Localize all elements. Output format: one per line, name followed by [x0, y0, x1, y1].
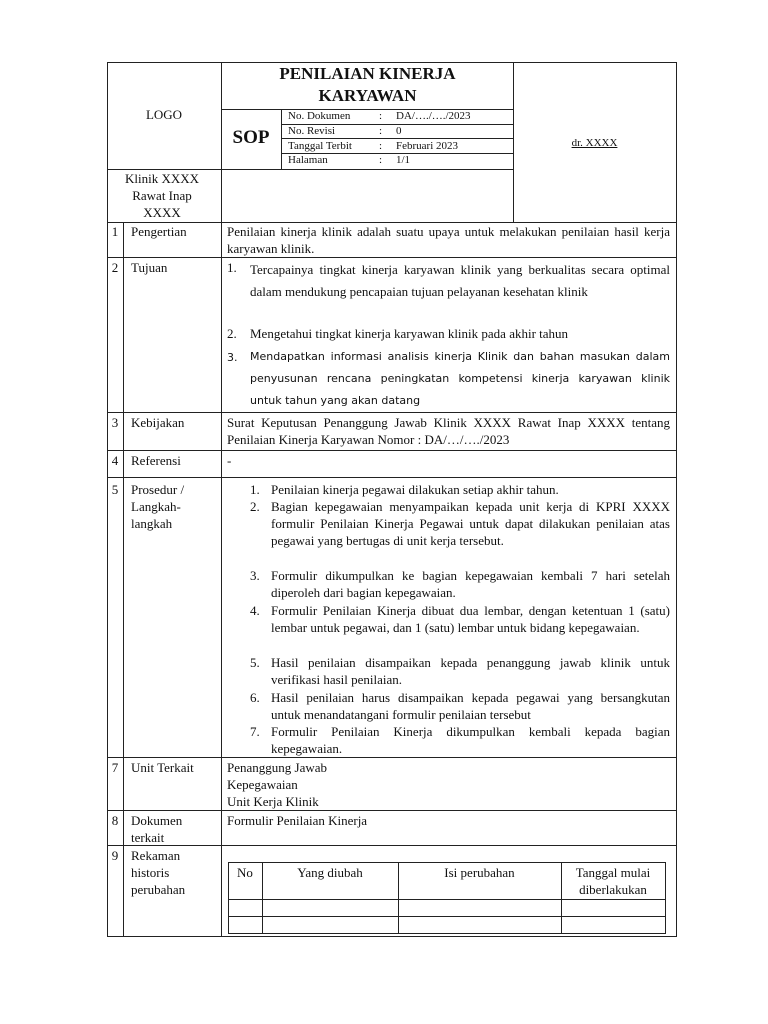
meta-label-revision: No. Revisi: [288, 125, 336, 137]
row-number: 4: [111, 453, 119, 468]
history-header-no: No: [237, 865, 253, 880]
row-number: 3: [111, 415, 119, 430]
clinic-name: Klinik XXXX Rawat Inap XXXX: [124, 171, 200, 220]
history-header-effective-date: Tanggal mulai diberlakukan: [575, 865, 651, 897]
history-header-content: Isi perubahan: [444, 865, 515, 880]
unit-item: Penanggung Jawab: [227, 760, 328, 775]
row-label-tujuan: Tujuan: [131, 260, 168, 275]
row-label-prosedur: Prosedur / Langkah-langkah: [131, 482, 185, 531]
meta-sep: :: [379, 140, 383, 152]
tujuan-item: Mendapatkan informasi analisis kinerja Klinik dan bahan masukan dalam penyusunan rencana peningkatan kompetensi kinerja karyawan klinik untuk tahun yang akan datang: [250, 350, 670, 407]
prosedur-step: Formulir Penilaian Kinerja dibuat dua lembar, dengan ketentuan 1 (satu) lembar untuk pegawai, dan 1 (satu) lembar untuk bidang kepegawaian.: [271, 603, 670, 635]
row-label-kebijakan: Kebijakan: [131, 415, 185, 430]
tujuan-item: Tercapainya tingkat kinerja karyawan klinik yang berkualitas secara optimal dalam mendukung pencapaian tujuan pelayanan kesehatan klinik: [250, 262, 670, 299]
list-item-number: 3.: [227, 351, 238, 364]
unit-item: Kepegawaian: [227, 777, 298, 792]
meta-value-revision: 0: [396, 125, 402, 137]
list-item-number: 6.: [250, 690, 260, 705]
signer-name: dr. XXXX: [571, 137, 618, 149]
sop-label: SOP: [232, 127, 270, 148]
logo-placeholder: LOGO: [145, 107, 183, 122]
list-item-number: 2.: [227, 326, 237, 341]
meta-label-doc-no: No. Dokumen: [288, 110, 351, 122]
pengertian-content: Penilaian kinerja klinik adalah suatu upaya untuk melakukan penilaian hasil kerja karyawan klinik.: [227, 224, 670, 256]
meta-sep: :: [379, 110, 383, 122]
prosedur-step: Hasil penilaian harus disampaikan kepada pegawai yang bersangkutan untuk menandatangani formulir penilaian tersebut: [271, 690, 670, 722]
list-item-number: 1.: [250, 482, 260, 497]
meta-sep: :: [379, 154, 383, 166]
meta-label-page: Halaman: [288, 154, 328, 166]
referensi-content: -: [227, 453, 232, 468]
meta-value-doc-no: DA/…./…./2023: [396, 110, 471, 122]
row-number: 7: [111, 760, 119, 775]
list-item-number: 4.: [250, 603, 260, 618]
list-item-number: 2.: [250, 499, 260, 514]
prosedur-step: Formulir Penilaian Kinerja dikumpulkan kembali kepada bagian kepegawaian.: [271, 724, 670, 756]
meta-value-issue-date: Februari 2023: [396, 140, 459, 152]
row-label-unit-terkait: Unit Terkait: [131, 760, 194, 775]
document-title: PENILAIAN KINERJA KARYAWAN: [279, 64, 456, 105]
list-item-number: 3.: [250, 568, 260, 583]
row-number: 2: [111, 260, 119, 275]
meta-sep: :: [379, 125, 383, 137]
row-number: 8: [111, 813, 119, 828]
list-item-number: 7.: [250, 724, 260, 739]
prosedur-step: Penilaian kinerja pegawai dilakukan setiap akhir tahun.: [271, 482, 559, 497]
meta-value-page: 1/1: [396, 154, 411, 166]
meta-label-issue-date: Tanggal Terbit: [288, 140, 352, 152]
list-item-number: 5.: [250, 655, 260, 670]
kebijakan-content: Surat Keputusan Penanggung Jawab Klinik XXXX Rawat Inap XXXX tentang Penilaian Kinerja Karyawan Nomor : DA/…/…./2023: [227, 415, 670, 447]
unit-item: Unit Kerja Klinik: [227, 794, 319, 809]
tujuan-item: Mengetahui tingkat kinerja karyawan klinik pada akhir tahun: [250, 326, 569, 341]
row-number: 9: [111, 848, 119, 863]
row-label-dokumen-terkait: Dokumen terkait: [131, 813, 183, 845]
row-label-referensi: Referensi: [131, 453, 181, 468]
row-number: 5: [111, 482, 119, 497]
list-item-number: 1.: [227, 260, 237, 275]
row-label-pengertian: Pengertian: [131, 224, 187, 239]
prosedur-step: Formulir dikumpulkan ke bagian kepegawaian kembali 7 hari setelah diperoleh dari bagian kepegawaian.: [271, 568, 670, 600]
dokumen-terkait-content: Formulir Penilaian Kinerja: [227, 813, 368, 828]
prosedur-step: Bagian kepegawaian menyampaikan kepada unit kerja di KPRI XXXX formulir Penilaian Kinerja Pegawai untuk dapat dilakukan penilaian atas pegawai yang bertugas di unit kerja tersebut.: [271, 499, 670, 548]
row-label-rekaman-historis: Rekaman historis perubahan: [131, 848, 186, 897]
history-header-changed: Yang diubah: [297, 865, 363, 880]
row-number: 1: [111, 224, 119, 239]
prosedur-step: Hasil penilaian disampaikan kepada penanggung jawab klinik untuk verifikasi hasil penilaian.: [271, 655, 670, 687]
